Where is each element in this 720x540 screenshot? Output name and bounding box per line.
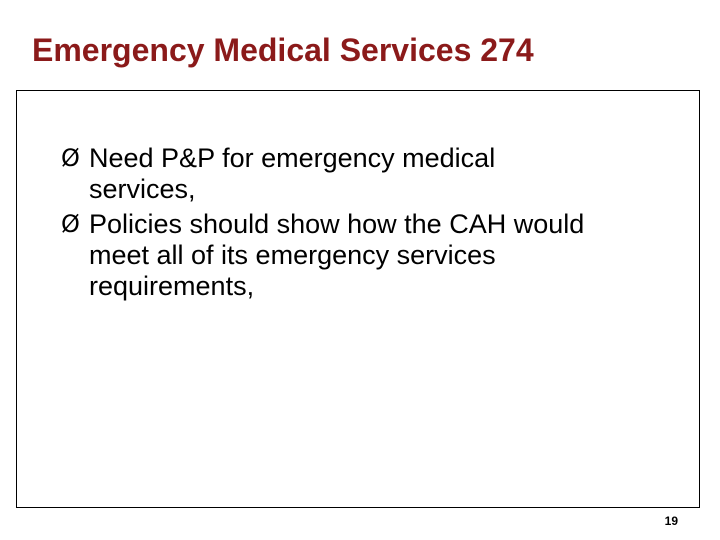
- slide-title: Emergency Medical Services 274: [32, 32, 534, 68]
- content-box: [16, 90, 700, 508]
- page-number: 19: [664, 514, 678, 528]
- arrow-bullet-icon: Ø: [61, 210, 80, 238]
- bullet-text: Policies should show how the CAH would meet all of its emergency services requirements,: [89, 209, 585, 301]
- arrow-bullet-icon: Ø: [61, 144, 80, 172]
- bullet-text: Need P&P for emergency medical services,: [89, 143, 496, 204]
- bullet-item: [61, 209, 601, 302]
- bullet-item: [61, 143, 601, 205]
- bullet-list: [61, 143, 601, 306]
